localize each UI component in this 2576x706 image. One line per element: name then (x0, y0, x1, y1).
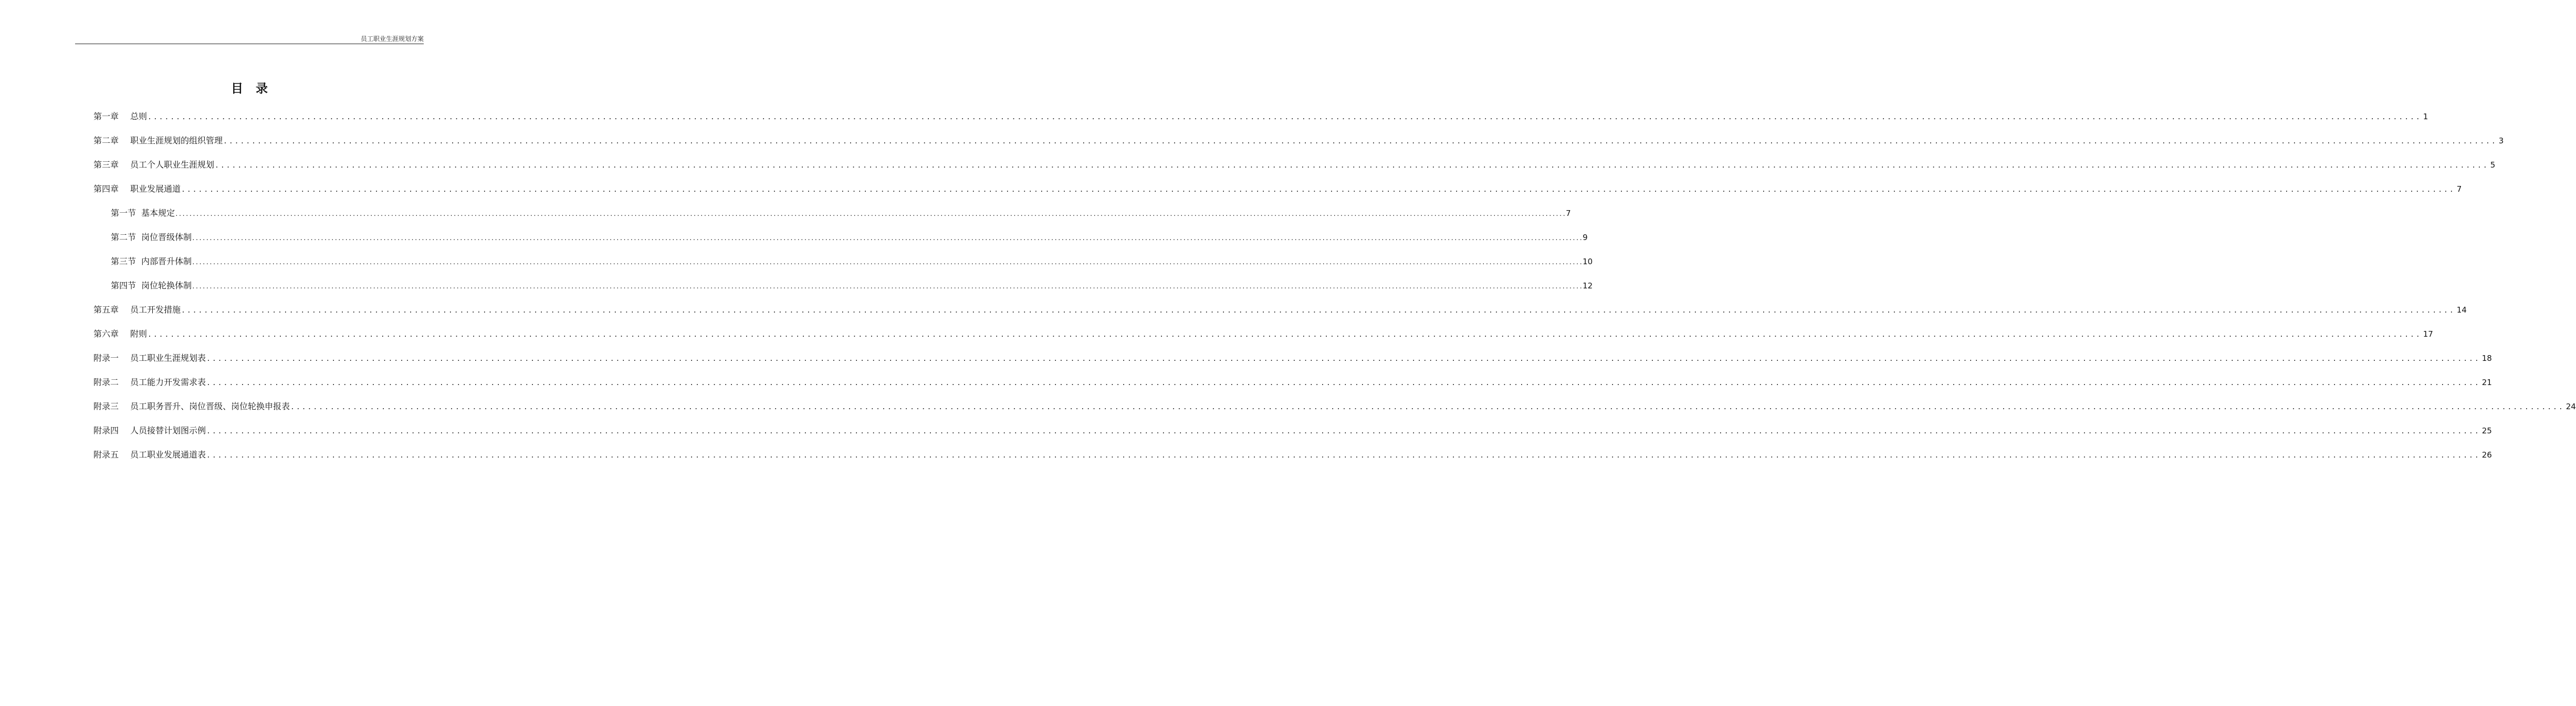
toc-entry-page: 18 (2481, 354, 2492, 363)
toc-entry-text: 基本规定 (141, 208, 175, 218)
toc-entry-number: 第四章 (93, 184, 119, 194)
toc-entry-text: 员工职务晋升、岗位晋级、岗位轮换申报表 (130, 401, 290, 411)
dot-leader: ................................................................................................................................................................................................................................................................................................................................................................................................................ (181, 186, 2455, 194)
toc-entry-page: 5 (2490, 160, 2496, 170)
toc-entry-number: 附录三 (93, 401, 119, 411)
toc-section-entry[interactable] (93, 206, 1571, 231)
toc-entry-page: 7 (1566, 209, 1571, 218)
toc-entry[interactable] (93, 110, 2428, 134)
dot-leader: ................................................................................................................................................................................................................................................................................................................................................................................................................ (206, 452, 2480, 460)
toc-entry-number: 第一章 (93, 111, 119, 121)
toc-section-entry[interactable] (93, 279, 1593, 303)
toc-entry[interactable] (93, 182, 2462, 206)
toc-entry[interactable] (93, 158, 2496, 182)
toc-entry-page: 24 (2565, 402, 2576, 411)
dot-leader: ................................................................................................................................................................................................................................................................................................................................................................................................................ (290, 403, 2564, 411)
dot-leader: ................................................................................................................................................................................................................................................................................................................................................................................................................ (148, 113, 2422, 121)
toc-entry-page: 21 (2481, 378, 2492, 387)
dot-leader: ................................................................................................................................................................................................................................................................................................................................................................................................................ (192, 235, 1583, 242)
toc-entry[interactable] (93, 448, 2492, 472)
toc-entry[interactable] (93, 351, 2492, 376)
dot-leader: ................................................................................................................................................................................................................................................................................................................................................................................................................ (206, 379, 2480, 387)
toc-entry[interactable] (93, 327, 2433, 351)
toc-entry-text: 内部晋升体制 (141, 256, 192, 266)
toc-section-entry[interactable] (93, 255, 1593, 279)
toc-entry[interactable] (93, 303, 2467, 327)
toc-entry-text: 员工开发措施 (130, 305, 181, 315)
toc-entry-number: 第六章 (93, 329, 119, 339)
toc-entry-text: 员工职业生涯规划表 (130, 353, 206, 363)
toc-entry-text: 职业发展通道 (130, 184, 181, 194)
toc-entry-page: 3 (2498, 136, 2504, 146)
dot-leader: ................................................................................................................................................................................................................................................................................................................................................................................................................ (192, 259, 1583, 266)
toc-entry-text: 总则 (130, 111, 148, 121)
toc-entry-text: 职业生涯规划的组织管理 (130, 136, 223, 146)
toc-entry-number: 第一节 (111, 208, 137, 218)
toc-title: 目录 (231, 81, 280, 96)
dot-leader: ................................................................................................................................................................................................................................................................................................................................................................................................................ (192, 283, 1583, 290)
toc-entry-text: 人员接替计划图示例 (130, 425, 206, 435)
toc-entry-text: 员工能力开发需求表 (130, 377, 206, 387)
toc-entry-page: 25 (2481, 426, 2492, 435)
toc-entry-text: 员工个人职业生涯规划 (130, 160, 215, 170)
toc-entry[interactable] (93, 134, 2504, 158)
dot-leader: ................................................................................................................................................................................................................................................................................................................................................................................................................ (181, 307, 2455, 315)
toc-entry-page: 1 (2423, 112, 2428, 121)
dot-leader: ................................................................................................................................................................................................................................................................................................................................................................................................................ (206, 428, 2480, 435)
dot-leader: ................................................................................................................................................................................................................................................................................................................................................................................................................ (148, 331, 2422, 339)
toc-entry-number: 附录二 (93, 377, 119, 387)
toc-entry[interactable] (93, 424, 2492, 448)
toc-entry-number: 第四节 (111, 281, 137, 290)
toc-entry-number: 第二节 (111, 232, 137, 242)
dot-leader: ................................................................................................................................................................................................................................................................................................................................................................................................................ (215, 162, 2489, 170)
toc-entry[interactable] (93, 400, 2576, 424)
toc-entry-text: 岗位晋级体制 (141, 232, 192, 242)
table-of-contents (93, 110, 2576, 472)
toc-entry-text: 附则 (130, 329, 148, 339)
toc-entry-number: 附录四 (93, 425, 119, 435)
toc-entry-number: 第五章 (93, 305, 119, 315)
toc-entry-page: 10 (1583, 257, 1593, 266)
toc-entry-page: 9 (1583, 233, 1588, 242)
dot-leader: ................................................................................................................................................................................................................................................................................................................................................................................................................ (223, 138, 2497, 146)
toc-entry-page: 12 (1583, 281, 1593, 290)
toc-entry-number: 第三章 (93, 160, 119, 170)
running-header: 员工职业生涯规划方案 (360, 35, 424, 43)
toc-entry-number: 第三节 (111, 256, 137, 266)
toc-entry-text: 岗位轮换体制 (141, 281, 192, 290)
toc-entry-page: 17 (2423, 329, 2433, 339)
toc-section-entry[interactable] (93, 231, 1588, 255)
toc-entry-number: 附录一 (93, 353, 119, 363)
toc-entry-number: 第二章 (93, 136, 119, 146)
dot-leader: ................................................................................................................................................................................................................................................................................................................................................................................................................ (206, 355, 2480, 363)
dot-leader: ................................................................................................................................................................................................................................................................................................................................................................................................................ (175, 211, 1566, 217)
toc-entry-number: 附录五 (93, 450, 119, 460)
toc-entry[interactable] (93, 376, 2492, 400)
toc-entry-page: 7 (2456, 184, 2462, 194)
toc-entry-page: 14 (2456, 305, 2467, 315)
toc-entry-page: 26 (2481, 450, 2492, 460)
toc-entry-text: 员工职业发展通道表 (130, 450, 206, 460)
